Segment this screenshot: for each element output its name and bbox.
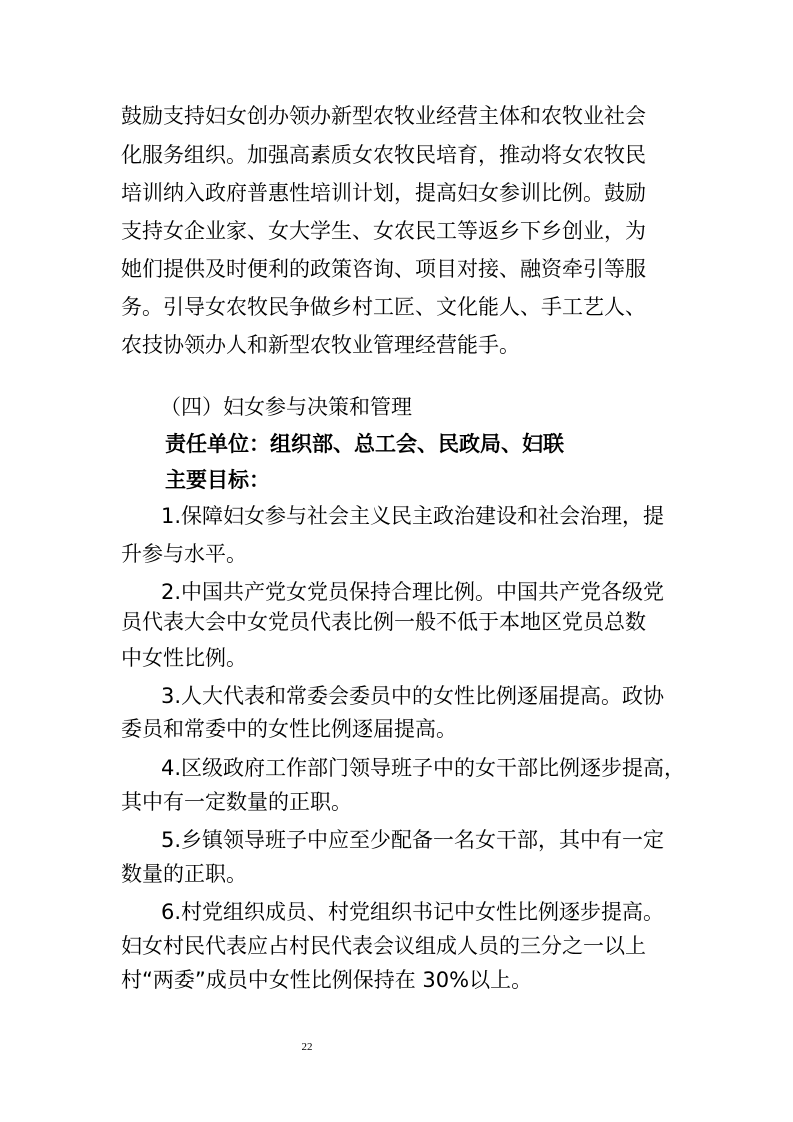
- goal-line: 1.保障妇女参与社会主义民主政治建设和社会治理，提: [161, 504, 665, 528]
- goal-line: 6.村党组织成员、村党组织书记中女性比例逐步提高。: [161, 900, 665, 924]
- paragraph-line: 培训纳入政府普惠性培训计划，提高妇女参训比例。鼓励: [121, 181, 646, 205]
- page-number: 22: [301, 1041, 313, 1053]
- goal-line: 其中有一定数量的正职。: [121, 790, 352, 814]
- goal-line: 3.人大代表和常委会委员中的女性比例逐届提高。政协: [161, 684, 665, 708]
- paragraph-line: 化服务组织。加强高素质女农牧民培育，推动将女农牧民: [121, 143, 646, 167]
- goal-line: 员代表大会中女党员代表比例一般不低于本地区党员总数: [121, 610, 646, 634]
- main-goals-label: 主要目标：: [165, 468, 270, 492]
- goal-line: 2.中国共产党女党员保持合理比例。中国共产党各级党: [161, 580, 665, 604]
- section-title: （四）妇女参与决策和管理: [160, 395, 412, 419]
- paragraph-line: 鼓励支持妇女创办领办新型农牧业经营主体和农牧业社会: [121, 104, 646, 128]
- paragraph-line: 农技协领办人和新型农牧业管理经营能手。: [121, 333, 520, 357]
- goal-line: 中女性比例。: [121, 646, 247, 670]
- responsible-units: 责任单位：组织部、总工会、民政局、妇联: [165, 432, 564, 456]
- goal-line: 村“两委”成员中女性比例保持在 30%以上。: [121, 968, 533, 992]
- goal-line: 5.乡镇领导班子中应至少配备一名女干部，其中有一定: [161, 828, 665, 852]
- goal-line: 委员和常委中的女性比例逐届提高。: [121, 717, 457, 741]
- goal-line: 升参与水平。: [121, 542, 247, 566]
- paragraph-line: 务。引导女农牧民争做乡村工匠、文化能人、手工艺人、: [121, 295, 646, 319]
- goal-line: 数量的正职。: [121, 862, 247, 886]
- goal-line: 妇女村民代表应占村民代表会议组成人员的三分之一以上: [121, 934, 646, 958]
- goal-line: 4.区级政府工作部门领导班子中的女干部比例逐步提高，: [161, 756, 686, 780]
- paragraph-line: 她们提供及时便利的政策咨询、项目对接、融资牵引等服: [121, 257, 646, 281]
- paragraph-line: 支持女企业家、女大学生、女农民工等返乡下乡创业，为: [121, 219, 646, 243]
